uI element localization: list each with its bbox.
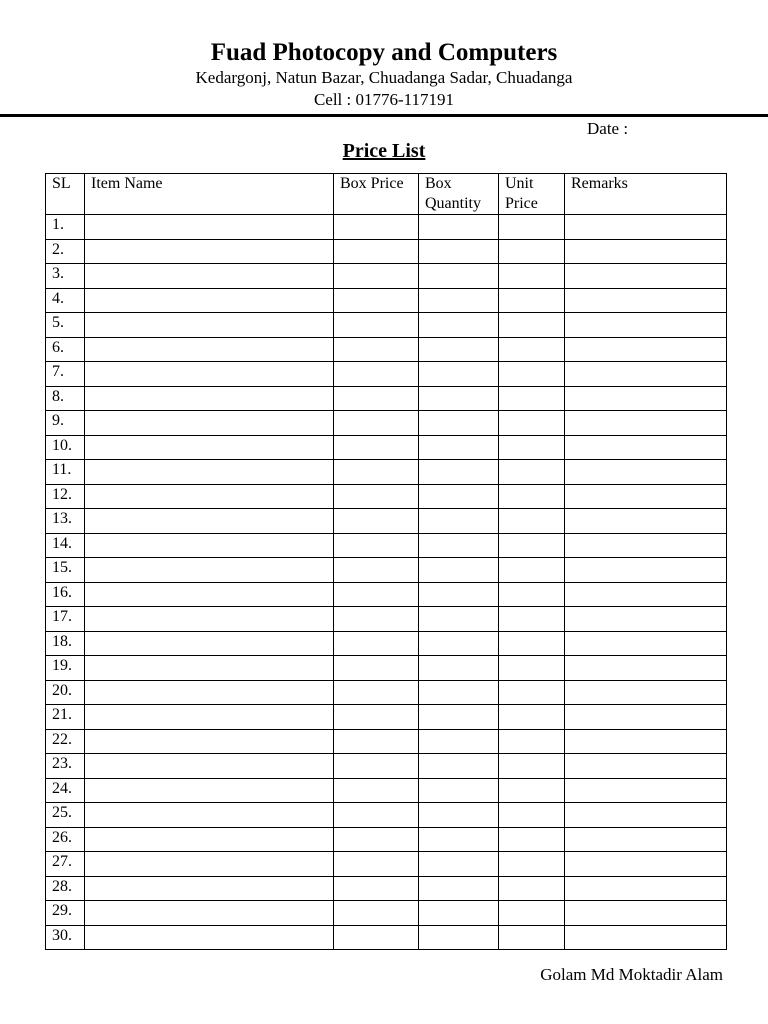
item-name-cell: [85, 925, 334, 950]
business-cell-number: Cell : 01776-117191: [313, 90, 455, 109]
unit-price-cell: [499, 729, 565, 754]
box-price-cell: [334, 754, 419, 779]
item-name-cell: [85, 803, 334, 828]
table-row: [46, 558, 727, 583]
remarks-cell: [565, 680, 727, 705]
unit-price-cell: [499, 705, 565, 730]
serial-number-cell: 9.: [46, 411, 85, 436]
serial-number-cell: 19.: [46, 656, 85, 681]
box-quantity-cell: [419, 215, 499, 240]
remarks-cell: [565, 337, 727, 362]
table-row: [46, 925, 727, 950]
remarks-cell: [565, 215, 727, 240]
item-name-cell: [85, 288, 334, 313]
table-row: [46, 533, 727, 558]
box-price-cell: [334, 925, 419, 950]
serial-number-cell: 17.: [46, 607, 85, 632]
table-row: [46, 656, 727, 681]
item-name-cell: [85, 705, 334, 730]
box-price-cell: [334, 460, 419, 485]
table-row: [46, 607, 727, 632]
item-name-cell: [85, 411, 334, 436]
remarks-cell: [565, 582, 727, 607]
table-row: [46, 313, 727, 338]
remarks-cell: [565, 533, 727, 558]
date-label: Date :: [587, 119, 629, 138]
remarks-cell: [565, 656, 727, 681]
box-price-cell: [334, 729, 419, 754]
serial-number-cell: 11.: [46, 460, 85, 485]
unit-price-cell: [499, 288, 565, 313]
box-quantity-cell: [419, 533, 499, 558]
item-name-cell: [85, 533, 334, 558]
box-quantity-cell: [419, 705, 499, 730]
item-name-cell: [85, 656, 334, 681]
unit-price-cell: [499, 925, 565, 950]
box-quantity-cell: [419, 582, 499, 607]
signature-name: Golam Md Moktadir Alam: [540, 965, 723, 984]
item-name-cell: [85, 239, 334, 264]
box-price-cell: [334, 264, 419, 289]
remarks-cell: [565, 803, 727, 828]
box-price-cell: [334, 411, 419, 436]
table-row: [46, 411, 727, 436]
serial-number-cell: 26.: [46, 827, 85, 852]
unit-price-cell: [499, 460, 565, 485]
remarks-cell: [565, 509, 727, 534]
item-name-cell: [85, 582, 334, 607]
table-row: [46, 484, 727, 509]
remarks-cell: [565, 411, 727, 436]
unit-price-cell: [499, 558, 565, 583]
item-name-cell: [85, 852, 334, 877]
box-price-cell: [334, 558, 419, 583]
box-quantity-cell: [419, 729, 499, 754]
table-row: [46, 876, 727, 901]
serial-number-cell: 8.: [46, 386, 85, 411]
box-price-cell: [334, 288, 419, 313]
unit-price-cell: [499, 582, 565, 607]
table-row: [46, 729, 727, 754]
remarks-cell: [565, 778, 727, 803]
remarks-cell: [565, 876, 727, 901]
box-price-cell: [334, 215, 419, 240]
unit-price-cell: [499, 876, 565, 901]
box-quantity-cell: [419, 411, 499, 436]
box-quantity-cell: [419, 509, 499, 534]
serial-number-cell: 18.: [46, 631, 85, 656]
unit-price-cell: [499, 680, 565, 705]
remarks-cell: [565, 313, 727, 338]
item-name-cell: [85, 876, 334, 901]
unit-price-cell: [499, 656, 565, 681]
remarks-cell: [565, 827, 727, 852]
table-row: [46, 754, 727, 779]
table-row: [46, 509, 727, 534]
box-quantity-cell: [419, 925, 499, 950]
unit-price-cell: [499, 778, 565, 803]
serial-number-cell: 12.: [46, 484, 85, 509]
table-body: [46, 215, 727, 950]
table-row: [46, 435, 727, 460]
item-name-cell: [85, 754, 334, 779]
box-quantity-cell: [419, 656, 499, 681]
business-address: Kedargonj, Natun Bazar, Chuadanga Sadar, Chuadanga: [195, 68, 573, 87]
serial-number-cell: 27.: [46, 852, 85, 877]
serial-number-cell: 24.: [46, 778, 85, 803]
table-row: [46, 827, 727, 852]
item-name-cell: [85, 313, 334, 338]
table-row: [46, 852, 727, 877]
item-name-cell: [85, 264, 334, 289]
remarks-cell: [565, 435, 727, 460]
unit-price-cell: [499, 386, 565, 411]
item-name-cell: [85, 362, 334, 387]
remarks-cell: [565, 288, 727, 313]
table-row: [46, 680, 727, 705]
remarks-cell: [565, 631, 727, 656]
box-price-cell: [334, 656, 419, 681]
remarks-cell: [565, 901, 727, 926]
serial-number-cell: 7.: [46, 362, 85, 387]
box-price-cell: [334, 484, 419, 509]
column-header-item-name: Item Name: [85, 174, 334, 215]
table-row: [46, 386, 727, 411]
box-quantity-cell: [419, 460, 499, 485]
table-row: [46, 778, 727, 803]
box-quantity-cell: [419, 264, 499, 289]
column-header-box-price: Box Price: [334, 174, 419, 215]
unit-price-cell: [499, 239, 565, 264]
table-row: [46, 239, 727, 264]
table-row: [46, 705, 727, 730]
serial-number-cell: 25.: [46, 803, 85, 828]
serial-number-cell: 30.: [46, 925, 85, 950]
serial-number-cell: 23.: [46, 754, 85, 779]
unit-price-cell: [499, 901, 565, 926]
box-quantity-cell: [419, 876, 499, 901]
table-row: [46, 803, 727, 828]
box-price-cell: [334, 435, 419, 460]
remarks-cell: [565, 852, 727, 877]
column-header-box-quantity: Box Quantity: [419, 174, 499, 215]
remarks-cell: [565, 558, 727, 583]
box-price-cell: [334, 901, 419, 926]
serial-number-cell: 14.: [46, 533, 85, 558]
price-list-table: [45, 173, 727, 950]
serial-number-cell: 4.: [46, 288, 85, 313]
box-price-cell: [334, 509, 419, 534]
box-quantity-cell: [419, 680, 499, 705]
unit-price-cell: [499, 264, 565, 289]
remarks-cell: [565, 362, 727, 387]
item-name-cell: [85, 631, 334, 656]
box-price-cell: [334, 680, 419, 705]
box-price-cell: [334, 852, 419, 877]
remarks-cell: [565, 239, 727, 264]
box-quantity-cell: [419, 484, 499, 509]
table-row: [46, 631, 727, 656]
table-header: [46, 174, 727, 215]
box-price-cell: [334, 386, 419, 411]
item-name-cell: [85, 607, 334, 632]
item-name-cell: [85, 729, 334, 754]
box-price-cell: [334, 239, 419, 264]
serial-number-cell: 28.: [46, 876, 85, 901]
item-name-cell: [85, 558, 334, 583]
remarks-cell: [565, 925, 727, 950]
table-header-row: [46, 174, 727, 215]
serial-number-cell: 29.: [46, 901, 85, 926]
remarks-cell: [565, 754, 727, 779]
unit-price-cell: [499, 362, 565, 387]
unit-price-cell: [499, 411, 565, 436]
box-quantity-cell: [419, 435, 499, 460]
remarks-cell: [565, 607, 727, 632]
serial-number-cell: 20.: [46, 680, 85, 705]
item-name-cell: [85, 215, 334, 240]
remarks-cell: [565, 386, 727, 411]
table-row: [46, 901, 727, 926]
box-price-cell: [334, 631, 419, 656]
unit-price-cell: [499, 337, 565, 362]
unit-price-cell: [499, 607, 565, 632]
column-header-remarks: Remarks: [565, 174, 727, 215]
table-row: [46, 582, 727, 607]
unit-price-cell: [499, 509, 565, 534]
table-row: [46, 337, 727, 362]
box-price-cell: [334, 313, 419, 338]
item-name-cell: [85, 680, 334, 705]
box-price-cell: [334, 582, 419, 607]
item-name-cell: [85, 484, 334, 509]
item-name-cell: [85, 901, 334, 926]
unit-price-cell: [499, 313, 565, 338]
remarks-cell: [565, 729, 727, 754]
box-quantity-cell: [419, 337, 499, 362]
serial-number-cell: 5.: [46, 313, 85, 338]
unit-price-cell: [499, 631, 565, 656]
document-title: Price List: [342, 140, 426, 162]
box-quantity-cell: [419, 558, 499, 583]
box-quantity-cell: [419, 631, 499, 656]
column-header-unit-price: Unit Price: [499, 174, 565, 215]
remarks-cell: [565, 484, 727, 509]
box-quantity-cell: [419, 362, 499, 387]
item-name-cell: [85, 460, 334, 485]
box-quantity-cell: [419, 852, 499, 877]
item-name-cell: [85, 778, 334, 803]
unit-price-cell: [499, 484, 565, 509]
unit-price-cell: [499, 215, 565, 240]
box-quantity-cell: [419, 386, 499, 411]
box-quantity-cell: [419, 778, 499, 803]
box-quantity-cell: [419, 288, 499, 313]
remarks-cell: [565, 264, 727, 289]
box-quantity-cell: [419, 754, 499, 779]
column-header-sl: SL: [46, 174, 85, 215]
unit-price-cell: [499, 852, 565, 877]
box-price-cell: [334, 362, 419, 387]
box-price-cell: [334, 337, 419, 362]
serial-number-cell: 22.: [46, 729, 85, 754]
box-quantity-cell: [419, 901, 499, 926]
box-price-cell: [334, 607, 419, 632]
box-price-cell: [334, 803, 419, 828]
unit-price-cell: [499, 803, 565, 828]
box-quantity-cell: [419, 827, 499, 852]
box-price-cell: [334, 876, 419, 901]
item-name-cell: [85, 386, 334, 411]
remarks-cell: [565, 705, 727, 730]
serial-number-cell: 21.: [46, 705, 85, 730]
table-row: [46, 215, 727, 240]
unit-price-cell: [499, 827, 565, 852]
box-price-cell: [334, 778, 419, 803]
table-row: [46, 460, 727, 485]
item-name-cell: [85, 435, 334, 460]
serial-number-cell: 13.: [46, 509, 85, 534]
serial-number-cell: 2.: [46, 239, 85, 264]
box-quantity-cell: [419, 607, 499, 632]
box-quantity-cell: [419, 803, 499, 828]
box-price-cell: [334, 533, 419, 558]
unit-price-cell: [499, 435, 565, 460]
serial-number-cell: 16.: [46, 582, 85, 607]
serial-number-cell: 3.: [46, 264, 85, 289]
business-name: Fuad Photocopy and Computers: [210, 39, 558, 66]
table-row: [46, 288, 727, 313]
serial-number-cell: 15.: [46, 558, 85, 583]
item-name-cell: [85, 509, 334, 534]
item-name-cell: [85, 827, 334, 852]
header-divider: [0, 114, 768, 117]
item-name-cell: [85, 337, 334, 362]
serial-number-cell: 10.: [46, 435, 85, 460]
serial-number-cell: 6.: [46, 337, 85, 362]
box-price-cell: [334, 827, 419, 852]
box-quantity-cell: [419, 313, 499, 338]
table-row: [46, 264, 727, 289]
remarks-cell: [565, 460, 727, 485]
table-row: [46, 362, 727, 387]
box-quantity-cell: [419, 239, 499, 264]
box-price-cell: [334, 705, 419, 730]
unit-price-cell: [499, 754, 565, 779]
serial-number-cell: 1.: [46, 215, 85, 240]
unit-price-cell: [499, 533, 565, 558]
